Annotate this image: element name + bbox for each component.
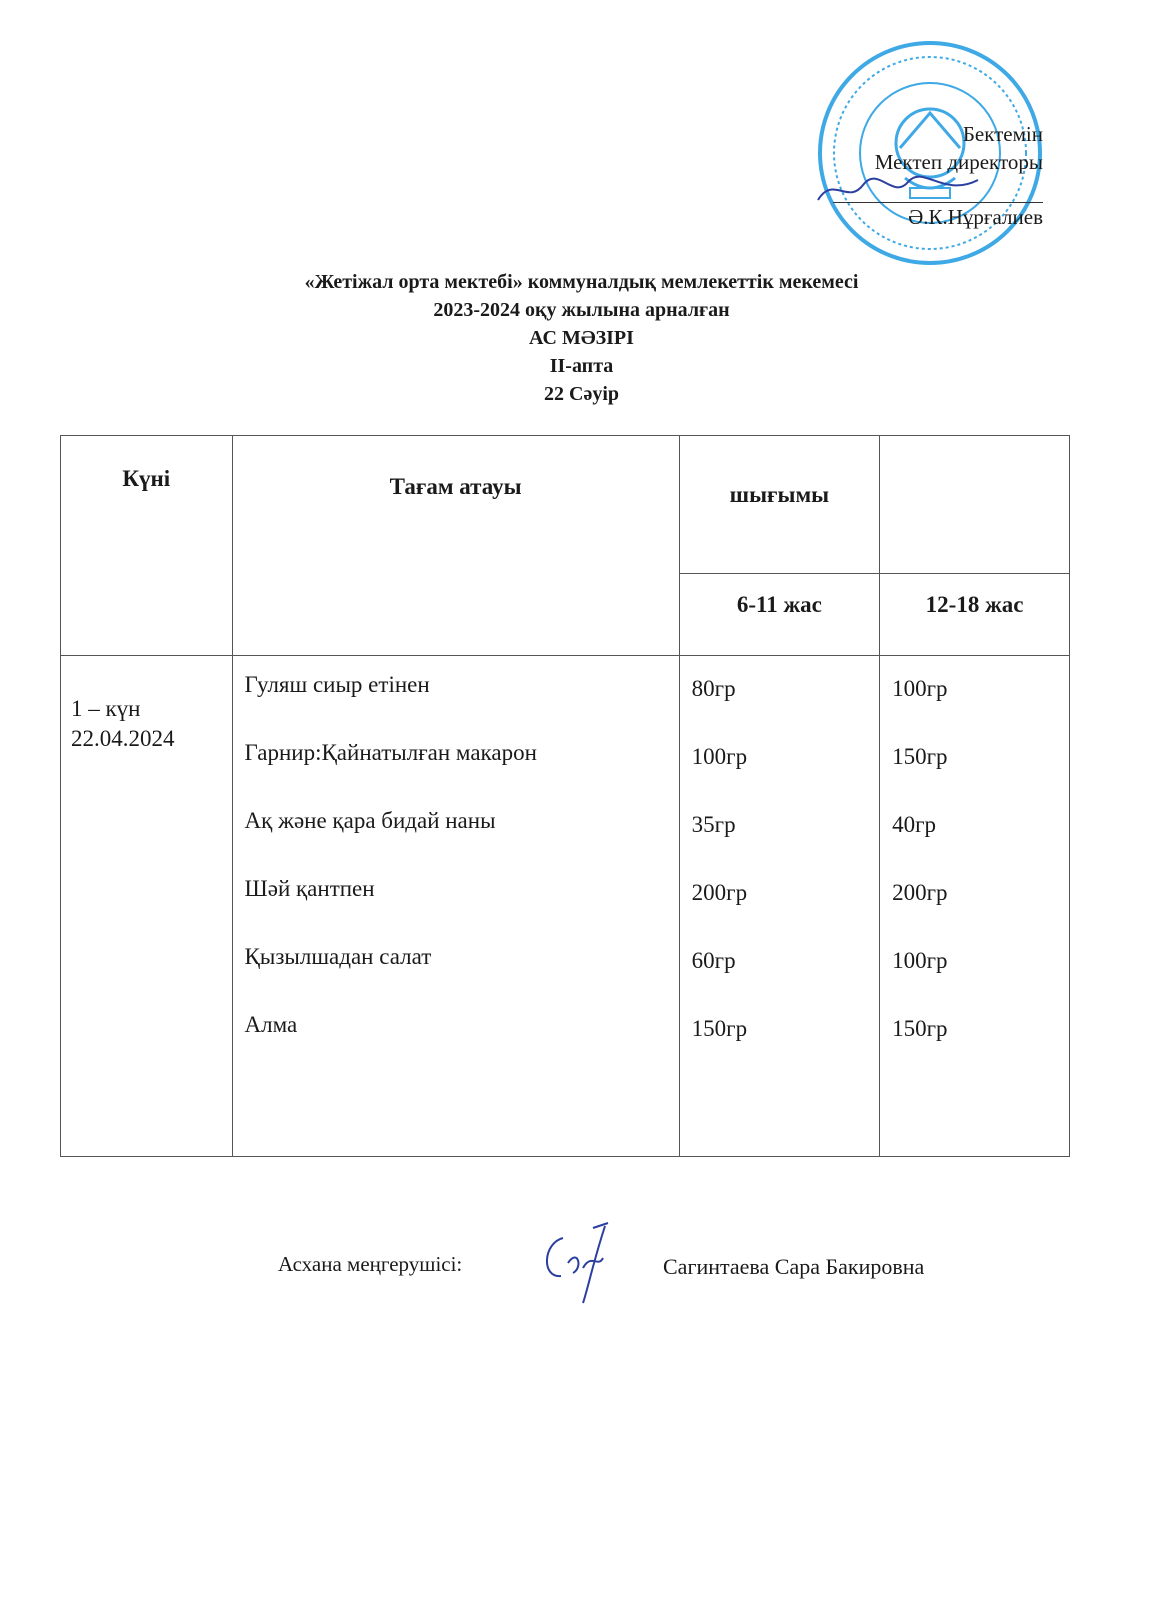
header-day: Күні	[61, 436, 233, 656]
dish-list	[232, 656, 679, 1157]
document-title: АС МӘЗІРІ	[529, 327, 634, 349]
qty-6-11-list	[679, 656, 879, 1157]
qty-12-18: 150гр	[892, 744, 948, 769]
qty-6-11: 80гр	[691, 676, 736, 701]
header-empty	[880, 436, 1070, 574]
day-cell	[61, 656, 233, 1157]
week-label: ІІ-апта	[549, 355, 614, 377]
canteen-manager-name: Сагинтаева Сара Бакировна	[663, 1254, 925, 1279]
qty-6-11: 100гр	[691, 744, 748, 769]
organization-name: «Жетіжал орта мектебі» коммуналдық мемлекеттік мекемесі	[304, 271, 859, 293]
dish-name: Алма	[244, 1012, 298, 1037]
menu-table	[60, 435, 1070, 1157]
signoff-block	[278, 1238, 998, 1318]
qty-12-18-list	[880, 656, 1070, 1157]
qty-6-11: 150гр	[691, 1016, 748, 1041]
qty-12-18: 40гр	[892, 812, 937, 837]
dish-name: Ақ және қара бидай наны	[244, 808, 496, 833]
day-date: 22.04.2024	[71, 726, 175, 751]
qty-12-18: 100гр	[892, 676, 948, 701]
qty-12-18: 100гр	[892, 948, 948, 973]
qty-6-11: 35гр	[691, 812, 736, 837]
header-output: шығымы	[679, 436, 879, 574]
qty-6-11: 200гр	[691, 880, 748, 905]
dish-name: Шәй қантпен	[244, 876, 375, 901]
manager-signature	[533, 1218, 643, 1308]
approval-position: Мектеп директоры	[874, 150, 1043, 174]
academic-year: 2023-2024 оқу жылына арналған	[433, 299, 730, 321]
approval-block	[833, 120, 1043, 231]
dish-name: Гуляш сиыр етінен	[244, 672, 430, 697]
director-signature	[813, 170, 983, 210]
qty-6-11: 60гр	[691, 948, 736, 973]
qty-12-18: 150гр	[892, 1016, 948, 1041]
dish-name: Қызылшадан салат	[244, 944, 432, 969]
header-dish-name: Тағам атауы	[232, 436, 679, 656]
header-age-12-18: 12-18 жас	[880, 574, 1070, 656]
header-age-6-11: 6-11 жас	[679, 574, 879, 656]
canteen-manager-label: Асхана меңгерушісі:	[278, 1252, 463, 1276]
table-row	[61, 656, 1070, 1157]
dish-name: Гарнир:Қайнатылған макарон	[244, 740, 537, 765]
qty-12-18: 200гр	[892, 880, 948, 905]
approval-label: Бектемін	[962, 122, 1043, 146]
day-label: 1 – күн	[71, 696, 141, 721]
director-name: Ә.К.Нұрғалиев	[908, 205, 1043, 229]
header-row	[61, 436, 1070, 574]
document-heading	[0, 268, 1163, 408]
menu-date: 22 Сәуір	[544, 383, 619, 405]
